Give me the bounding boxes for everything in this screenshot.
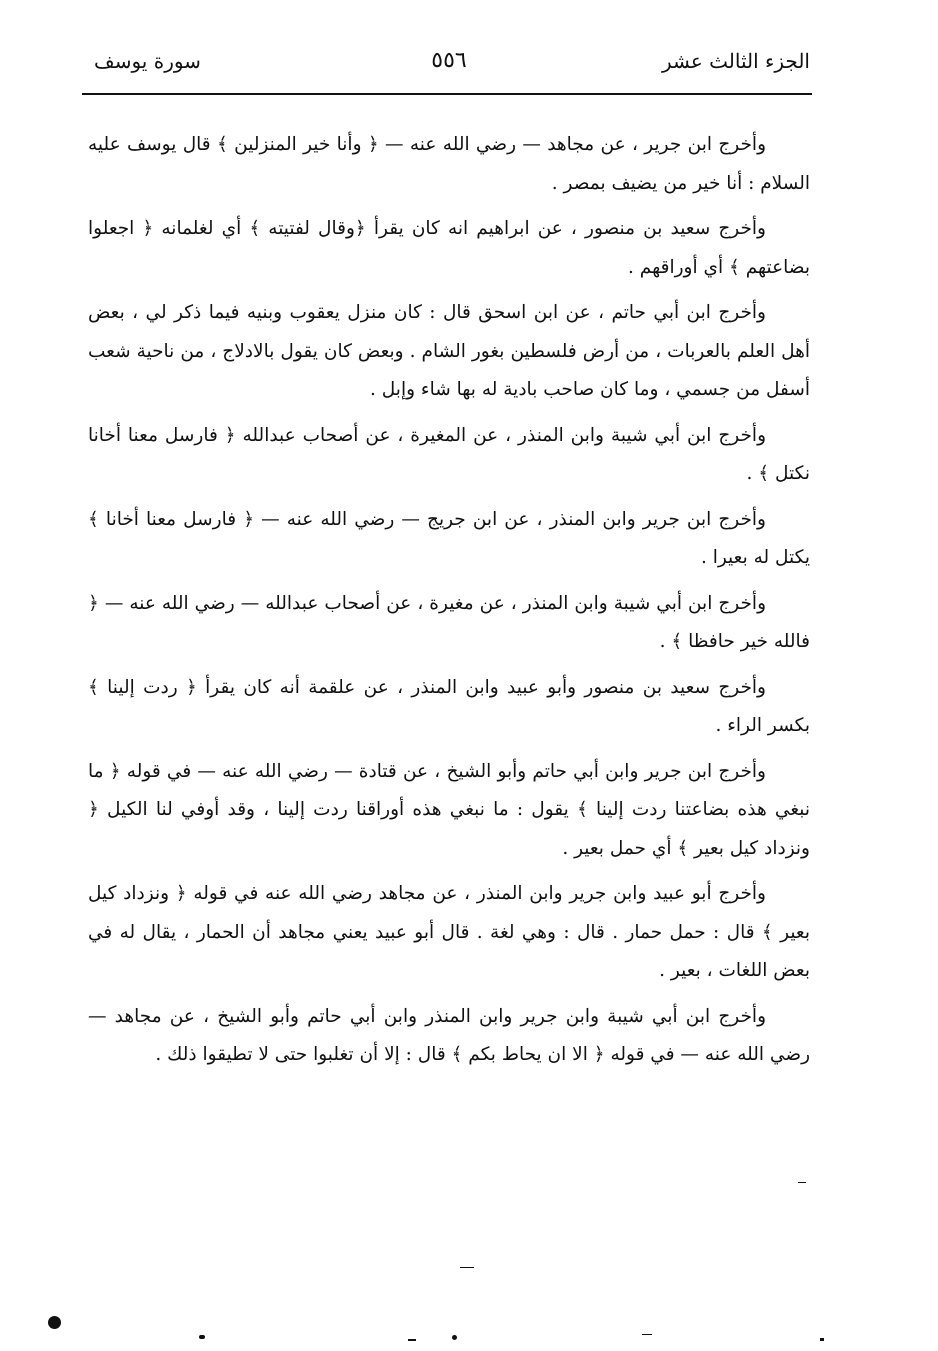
paragraph-6: وأخرج ابن أبي شيبة وابن المنذر ، عن مغيرة ، عن أصحاب عبدالله — رضي الله عنه — ﴿ فالله خير حافظا ﴾ . xyxy=(88,592,810,652)
scan-speck xyxy=(452,1335,457,1340)
page-header xyxy=(88,46,810,82)
paragraph-9: وأخرج أبو عبيد وابن جرير وابن المنذر ، عن مجاهد رضي الله عنه في قوله ﴿ ونزداد كيل بعير ﴾ قال : حمل حمار . قال : وهي لغة . قال أبو عبيد يعني مجاهد أن الحمار ، يقال له في بعض اللغات ، بعير . xyxy=(88,883,810,981)
paragraph-8: وأخرج ابن جرير وابن أبي حاتم وأبو الشيخ ، عن قتادة — رضي الله عنه — في قوله ﴿ ما نبغي هذه بضاعتنا ردت إلينا ﴾ يقول : ما نبغي هذه أوراقنا ردت إلينا ، وقد أوفي لنا الكيل ﴿ ونزداد كيل بعير ﴾ أي حمل بعير . xyxy=(88,760,810,859)
paragraph-4: وأخرج ابن أبي شيبة وابن المنذر ، عن المغيرة ، عن أصحاب عبدالله ﴿ فارسل معنا أخانا نكتل ﴾ . xyxy=(88,424,810,484)
scan-speck xyxy=(798,1182,806,1183)
paragraph-2: وأخرج سعيد بن منصور ، عن ابراهيم انه كان يقرأ ﴿وقال لفتيته ﴾ أي لغلمانه ﴿ اجعلوا بضاعتهم ﴾ أي أوراقهم . xyxy=(88,218,810,278)
scan-speck xyxy=(408,1339,416,1341)
scan-speck xyxy=(642,1334,652,1335)
scan-speck xyxy=(820,1338,824,1341)
part-title: الجزء الثالث عشر xyxy=(661,49,810,73)
paragraph-5: وأخرج ابن جرير وابن المنذر ، عن ابن جريج — رضي الله عنه — ﴿ فارسل معنا أخانا ﴾ يكتل له بعيرا . xyxy=(88,508,810,568)
page-number: ٥٥٦ xyxy=(431,48,467,73)
header-rule xyxy=(82,93,812,95)
ink-dot xyxy=(48,1316,61,1329)
surah-title: سورة يوسف xyxy=(94,49,201,73)
scan-speck xyxy=(460,1267,474,1268)
paragraph-3: وأخرج ابن أبي حاتم ، عن ابن اسحق قال : كان منزل يعقوب وبنيه فيما ذكر لي ، بعض أهل العلم بالعربات ، من أرض فلسطين بغور الشام . وبعض كان يقول بالادلاج ، من ناحية شعب أسفل من جسمي ، وما كان صاحب بادية له بها شاء وإبل . xyxy=(88,302,810,400)
paragraph-1: وأخرج ابن جرير ، عن مجاهد — رضي الله عنه — ﴿ وأنا خير المنزلين ﴾ قال يوسف عليه السلام : أنا خير من يضيف بمصر . xyxy=(88,134,810,194)
paragraph-7: وأخرج سعيد بن منصور وأبو عبيد وابن المنذر ، عن علقمة أنه كان يقرأ ﴿ ردت إلينا ﴾ بكسر الراء . xyxy=(88,676,810,736)
paragraph-10: وأخرج ابن أبي شيبة وابن جرير وابن المنذر وابن أبي حاتم وأبو الشيخ ، عن مجاهد — رضي الله عنه — في قوله ﴿ الا ان يحاط بكم ﴾ قال : إلا أن تغلبوا حتى لا تطيقوا ذلك . xyxy=(88,1005,810,1065)
page-body xyxy=(88,126,810,1082)
scan-speck xyxy=(199,1335,205,1339)
